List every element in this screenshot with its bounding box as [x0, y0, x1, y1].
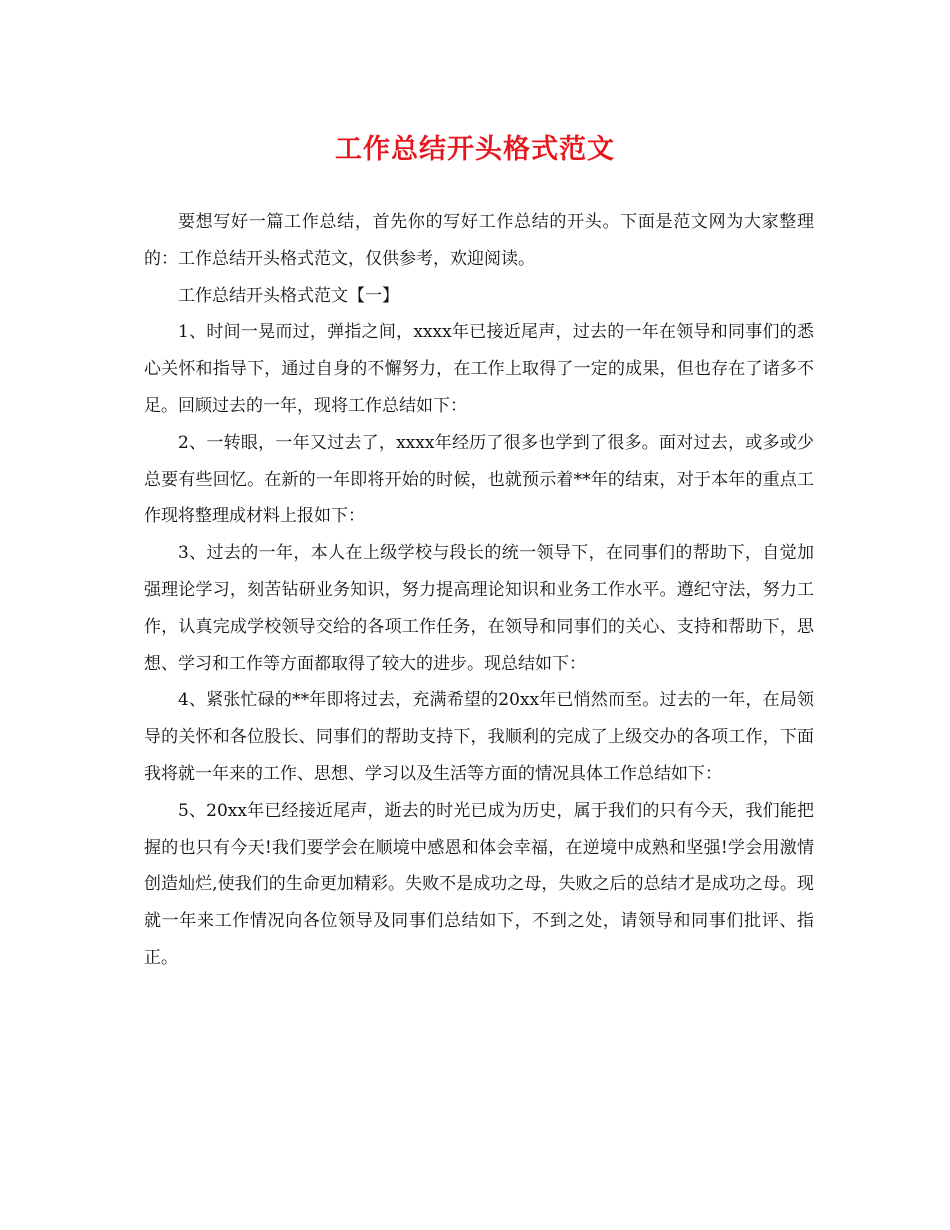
example-paragraph-3: 3、过去的一年，本人在上级学校与段长的统一领导下，在同事们的帮助下，自觉加强理论学习，刻苦钻研业务知识，努力提高理论知识和业务工作水平。遵纪守法，努力工作，认真完成学校领导交给的各项工作任务，在领导和同事们的关心、支持和帮助下，思想、学习和工作等方面都取得了较大的进步。现总结如下： — [144, 543, 814, 674]
example-paragraph-2: 2、一转眼，一年又过去了，xxxx年经历了很多也学到了很多。面对过去，或多或少总要有些回忆。在新的一年即将开始的时候，也就预示着**年的结束，对于本年的重点工作现将整理成材料上报如下： — [144, 432, 814, 527]
example-paragraph-5: 5、20xx年已经接近尾声，逝去的时光已成为历史，属于我们的只有今天，我们能把握的也只有今天!我们要学会在顺境中感恩和体会幸福，在逆境中成熟和坚强!学会用激情创造灿烂,使我们的生命更加精彩。失败不是成功之母，失败之后的总结才是成功之母。现就一年来工作情况向各位领导及同事们总结如下，不到之处，请领导和同事们批评、指正。 — [144, 800, 814, 968]
example-paragraph-1: 1、时间一晃而过，弹指之间，xxxx年已接近尾声，过去的一年在领导和同事们的悉心关怀和指导下，通过自身的不懈努力，在工作上取得了一定的成果，但也存在了诸多不足。回顾过去的一年，现将工作总结如下： — [144, 322, 814, 416]
document-title: 工作总结开头格式范文 — [335, 134, 615, 165]
intro-paragraph: 要想写好一篇工作总结，首先你的写好工作总结的开头。下面是范文网为大家整理的：工作总结开头格式范文，仅供参考，欢迎阅读。 — [144, 212, 814, 269]
section-heading: 工作总结开头格式范文【一】 — [178, 285, 399, 306]
document-body — [144, 204, 814, 977]
example-paragraph-4: 4、紧张忙碌的**年即将过去，充满希望的20xx年已悄然而至。过去的一年，在局领导的关怀和各位股长、同事们的帮助支持下，我顺利的完成了上级交办的各项工作，下面我将就一年来的工作、思想、学习以及生活等方面的情况具体工作总结如下： — [144, 690, 814, 784]
